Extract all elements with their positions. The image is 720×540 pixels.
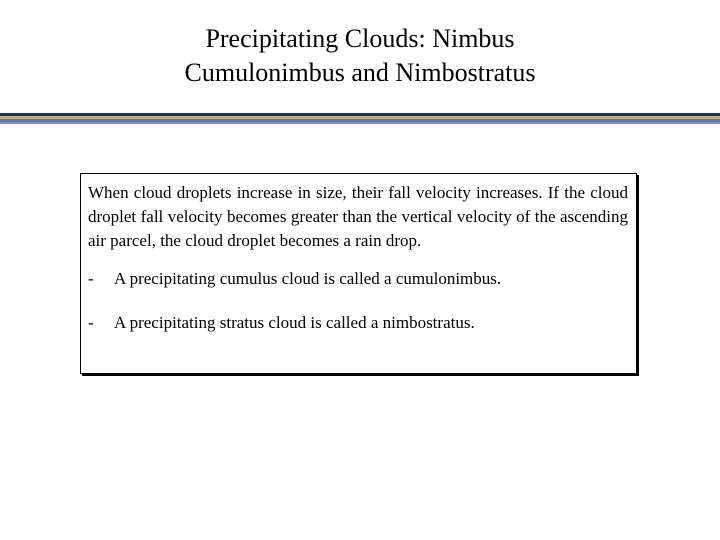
- bullet-text: A precipitating cumulus cloud is called a cumulonimbus.: [114, 269, 502, 288]
- bullet-marker: -: [88, 313, 94, 332]
- slide-title: [0, 22, 720, 90]
- title-line-2: Cumulonimbus and Nimbostratus: [184, 58, 536, 87]
- bullet-text: A precipitating stratus cloud is called a nimbostratus.: [114, 313, 475, 332]
- list-item: [88, 311, 628, 335]
- bullet-marker: -: [88, 269, 94, 288]
- title-line-1: Precipitating Clouds: Nimbus: [205, 24, 515, 53]
- intro-paragraph: When cloud droplets increase in size, their fall velocity increases. If the cloud droplet fall velocity becomes greater than the vertical velocity of the ascending air parcel, the cloud droplet becomes a rain drop.: [88, 183, 628, 250]
- list-item: [88, 267, 628, 291]
- content-box: [80, 173, 637, 374]
- divider-band-grey: [0, 122, 720, 124]
- bullet-list: [88, 267, 628, 335]
- title-divider: [0, 113, 720, 125]
